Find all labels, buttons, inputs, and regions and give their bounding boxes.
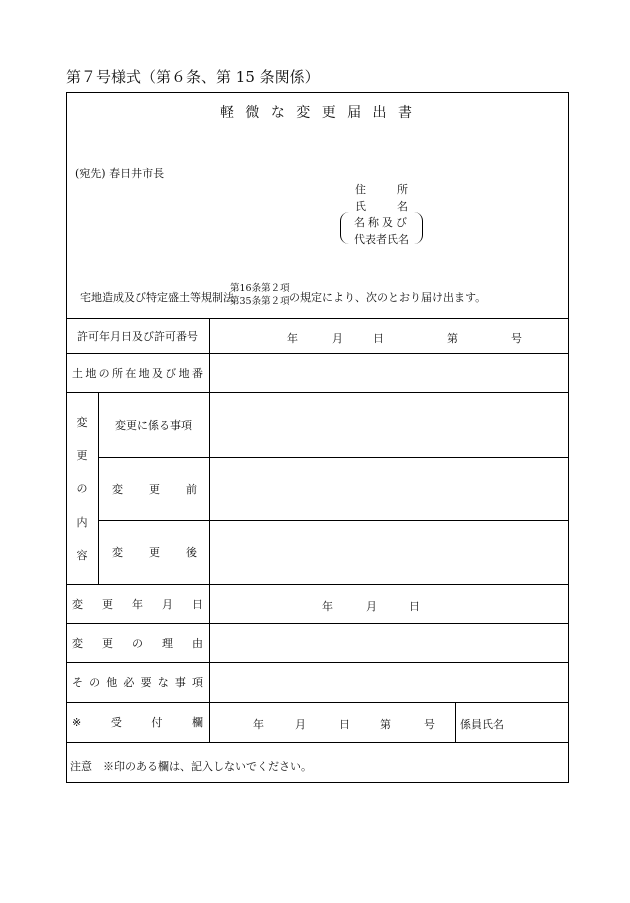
statement-law: 宅地造成及び特定盛土等規制法 [80,291,234,304]
reception-month: 月 [295,718,306,731]
reception-year: 年 [253,718,264,731]
location-label: 土 地 の 所 在 地 及 び 地 番 [72,366,203,380]
corporation-name-label: 名 称 及 び [354,216,407,229]
statement-rest: の規定により、次のとおり届け出ます。 [289,291,487,304]
rule [455,702,456,742]
change-date-label: 変 更 年 月 日 [72,597,203,611]
applicant-address-label: 住 所 [355,183,408,196]
permit-label: 許可年月日及び許可番号 [77,329,198,343]
form-number: 第７号様式（第６条、第 15 条関係） [66,68,320,86]
rule [209,318,210,742]
permit-year: 年 [287,332,298,345]
note: 注意 ※印のある欄は、記入しないでください。 [70,760,312,773]
rule [66,742,569,743]
representative-label: 代表者氏名 [354,233,409,246]
addressee: (宛先) 春日井市長 [75,167,165,180]
statement-clause-bottom: 第35条第２項 [230,296,290,307]
change-items-label: 変更に係る事項 [115,418,192,432]
reception-no-suffix: 号 [424,718,435,731]
document-title: 軽 微 な 変 更 届 出 書 [220,105,412,121]
permit-no-suffix: 号 [511,332,522,345]
permit-no-prefix: 第 [447,332,458,345]
statement-clause-top: 第16条第２項 [230,283,290,294]
applicant-name-label: 氏 名 [355,200,408,213]
change-date-year: 年 [322,600,333,613]
reception-no-prefix: 第 [380,718,391,731]
after-change-label: 変 更 後 [112,546,197,559]
reception-day: 日 [339,718,350,731]
staff-name-label: 係員氏名 [460,718,504,731]
permit-day: 日 [373,332,384,345]
permit-month: 月 [332,332,343,345]
change-date-day: 日 [409,600,420,613]
change-reason-label: 変 更 の 理 由 [72,636,203,650]
before-change-label: 変 更 前 [112,482,197,496]
other-matters-label: そ の 他 必 要 な 事 項 [72,676,203,689]
reception-label: ※ 受 付 欄 [72,715,203,729]
change-contents-label: 変 更 の 内 容 [76,415,88,563]
change-date-month: 月 [366,600,377,613]
